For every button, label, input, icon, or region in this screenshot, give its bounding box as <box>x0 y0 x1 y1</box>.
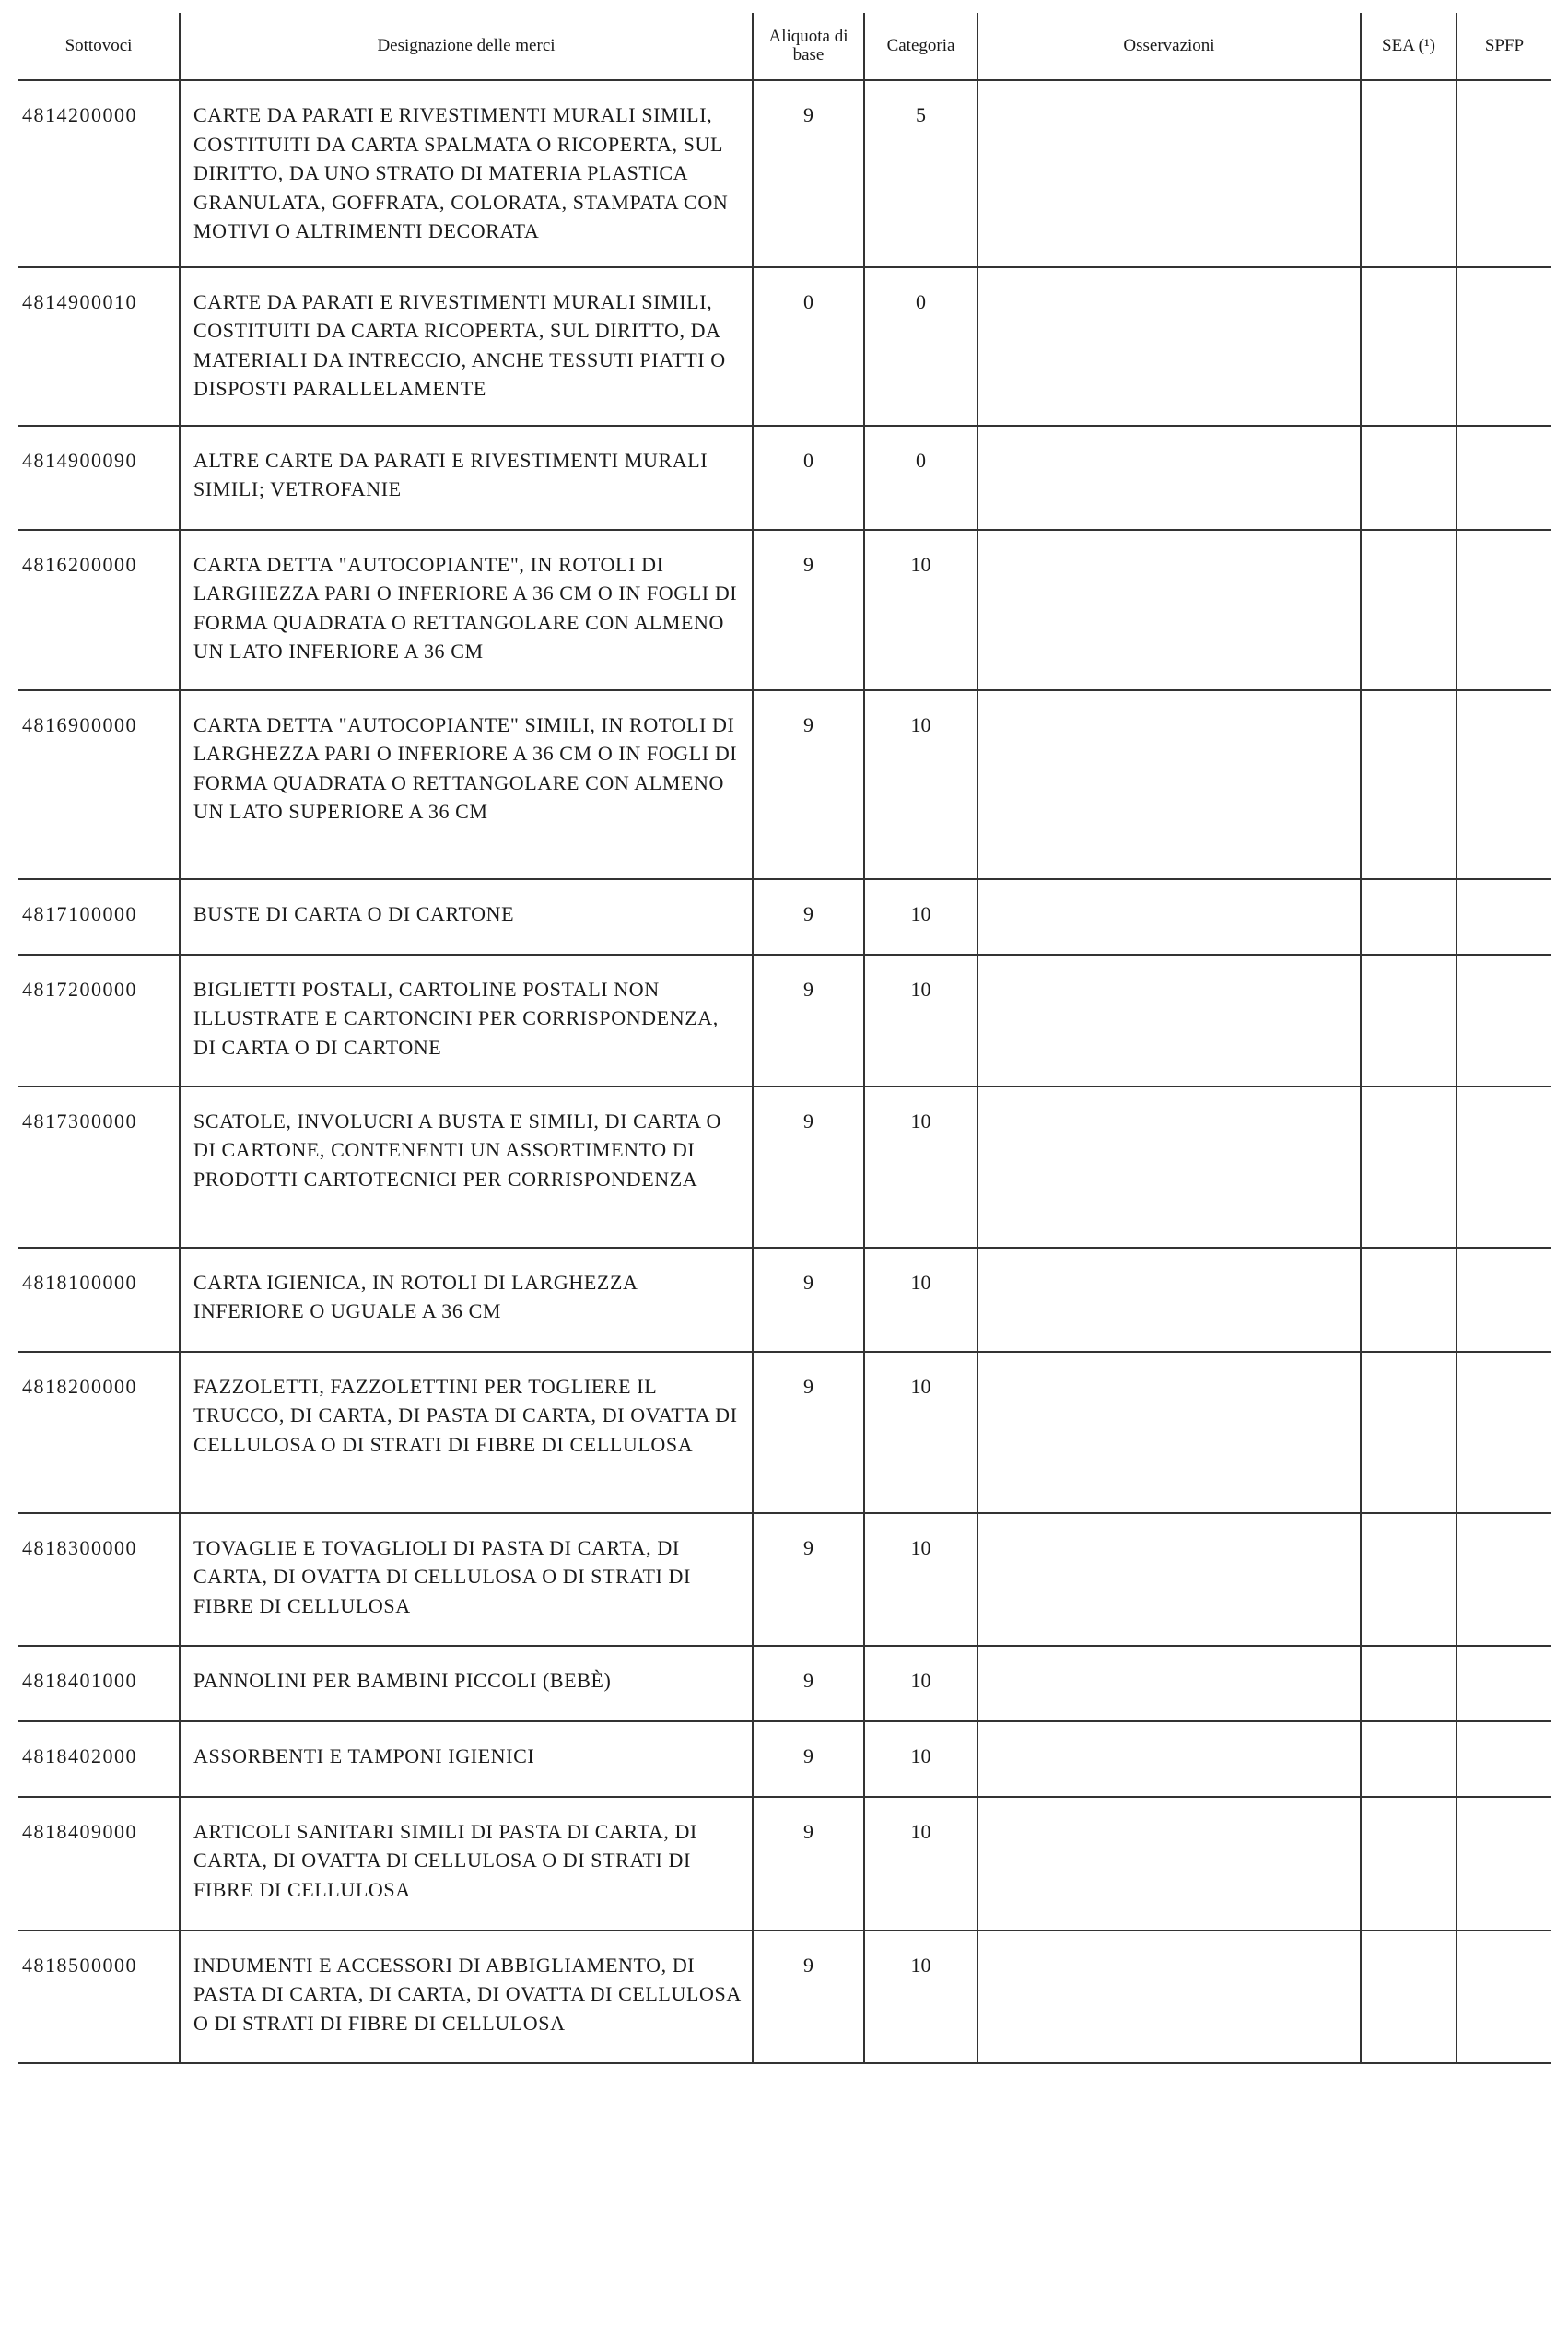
table-row <box>18 1513 1551 1646</box>
cell-observations <box>977 1646 1361 1721</box>
cell-rate: 9 <box>753 80 864 267</box>
cell-observations <box>977 1797 1361 1931</box>
cell-spfp <box>1457 426 1551 530</box>
cell-observations <box>977 1513 1361 1646</box>
table-row <box>18 80 1551 267</box>
table-row <box>18 690 1551 879</box>
cell-code: 4818409000 <box>18 1797 180 1931</box>
cell-observations <box>977 1931 1361 2063</box>
cell-rate: 0 <box>753 426 864 530</box>
header-rate: Aliquota di base <box>753 13 864 80</box>
table-row <box>18 955 1551 1086</box>
cell-sea <box>1361 530 1457 690</box>
table-row <box>18 1646 1551 1721</box>
cell-spfp <box>1457 879 1551 955</box>
cell-code: 4817200000 <box>18 955 180 1086</box>
cell-sea <box>1361 690 1457 879</box>
cell-rate: 9 <box>753 1931 864 2063</box>
cell-code: 4818300000 <box>18 1513 180 1646</box>
header-spfp: SPFP <box>1457 13 1551 80</box>
cell-observations <box>977 1248 1361 1352</box>
cell-sea <box>1361 267 1457 426</box>
cell-description: CARTA DETTA "AUTOCOPIANTE", IN ROTOLI DI LARGHEZZA PARI O INFERIORE A 36 CM O IN FOGLI DI FORMA QUADRATA O RETTANGOLARE CON ALMENO UN LATO INFERIORE A 36 CM <box>180 530 753 690</box>
cell-spfp <box>1457 1646 1551 1721</box>
cell-description: CARTA DETTA "AUTOCOPIANTE" SIMILI, IN ROTOLI DI LARGHEZZA PARI O INFERIORE A 36 CM O IN FOGLI DI FORMA QUADRATA O RETTANGOLARE CON ALMENO UN LATO SUPERIORE A 36 CM <box>180 690 753 879</box>
cell-category: 10 <box>864 1797 977 1931</box>
cell-code: 4814900010 <box>18 267 180 426</box>
cell-rate: 0 <box>753 267 864 426</box>
cell-observations <box>977 80 1361 267</box>
cell-code: 4817100000 <box>18 879 180 955</box>
cell-category: 10 <box>864 1352 977 1513</box>
header-code: Sottovoci <box>18 13 180 80</box>
cell-spfp <box>1457 1931 1551 2063</box>
cell-description: CARTA IGIENICA, IN ROTOLI DI LARGHEZZA INFERIORE O UGUALE A 36 CM <box>180 1248 753 1352</box>
cell-code: 4818401000 <box>18 1646 180 1721</box>
cell-description: FAZZOLETTI, FAZZOLETTINI PER TOGLIERE IL TRUCCO, DI CARTA, DI PASTA DI CARTA, DI OVATTA DI CELLULOSA O DI STRATI DI FIBRE DI CELLULOSA <box>180 1352 753 1513</box>
cell-spfp <box>1457 1721 1551 1797</box>
cell-description: ALTRE CARTE DA PARATI E RIVESTIMENTI MURALI SIMILI; VETROFANIE <box>180 426 753 530</box>
cell-sea <box>1361 426 1457 530</box>
cell-rate: 9 <box>753 1721 864 1797</box>
header-category: Categoria <box>864 13 977 80</box>
cell-description: SCATOLE, INVOLUCRI A BUSTA E SIMILI, DI CARTA O DI CARTONE, CONTENENTI UN ASSORTIMENTO DI PRODOTTI CARTOTECNICI PER CORRISPONDENZA <box>180 1086 753 1248</box>
cell-category: 10 <box>864 1513 977 1646</box>
cell-spfp <box>1457 1248 1551 1352</box>
table-row <box>18 1352 1551 1513</box>
cell-category: 10 <box>864 955 977 1086</box>
cell-sea <box>1361 1721 1457 1797</box>
header-row <box>18 13 1551 80</box>
cell-spfp <box>1457 1797 1551 1931</box>
table-row <box>18 879 1551 955</box>
cell-sea <box>1361 879 1457 955</box>
cell-code: 4818402000 <box>18 1721 180 1797</box>
cell-observations <box>977 879 1361 955</box>
cell-spfp <box>1457 1352 1551 1513</box>
cell-observations <box>977 1086 1361 1248</box>
cell-rate: 9 <box>753 879 864 955</box>
cell-code: 4814200000 <box>18 80 180 267</box>
cell-description: BUSTE DI CARTA O DI CARTONE <box>180 879 753 955</box>
cell-code: 4816900000 <box>18 690 180 879</box>
cell-description: ASSORBENTI E TAMPONI IGIENICI <box>180 1721 753 1797</box>
cell-code: 4818500000 <box>18 1931 180 2063</box>
cell-rate: 9 <box>753 1352 864 1513</box>
cell-sea <box>1361 1797 1457 1931</box>
cell-observations <box>977 267 1361 426</box>
cell-description: INDUMENTI E ACCESSORI DI ABBIGLIAMENTO, DI PASTA DI CARTA, DI CARTA, DI OVATTA DI CELLULOSA O DI STRATI DI FIBRE DI CELLULOSA <box>180 1931 753 2063</box>
cell-description: CARTE DA PARATI E RIVESTIMENTI MURALI SIMILI, COSTITUITI DA CARTA SPALMATA O RICOPERTA, SUL DIRITTO, DA UNO STRATO DI MATERIA PLASTICA GRANULATA, GOFFRATA, COLORATA, STAMPATA CON MOTIVI O ALTRIMENTI DECORATA <box>180 80 753 267</box>
cell-rate: 9 <box>753 530 864 690</box>
cell-code: 4818200000 <box>18 1352 180 1513</box>
cell-description: TOVAGLIE E TOVAGLIOLI DI PASTA DI CARTA, DI CARTA, DI OVATTA DI CELLULOSA O DI STRATI DI FIBRE DI CELLULOSA <box>180 1513 753 1646</box>
cell-observations <box>977 955 1361 1086</box>
table-row <box>18 530 1551 690</box>
cell-sea <box>1361 1646 1457 1721</box>
cell-category: 5 <box>864 80 977 267</box>
table-row <box>18 1248 1551 1352</box>
cell-spfp <box>1457 690 1551 879</box>
cell-sea <box>1361 80 1457 267</box>
cell-description: ARTICOLI SANITARI SIMILI DI PASTA DI CARTA, DI CARTA, DI OVATTA DI CELLULOSA O DI STRATI DI FIBRE DI CELLULOSA <box>180 1797 753 1931</box>
cell-code: 4814900090 <box>18 426 180 530</box>
cell-code: 4816200000 <box>18 530 180 690</box>
header-description: Designazione delle merci <box>180 13 753 80</box>
cell-spfp <box>1457 1513 1551 1646</box>
cell-sea <box>1361 1931 1457 2063</box>
cell-observations <box>977 1721 1361 1797</box>
cell-category: 0 <box>864 267 977 426</box>
cell-category: 10 <box>864 690 977 879</box>
cell-observations <box>977 690 1361 879</box>
cell-category: 0 <box>864 426 977 530</box>
table-row <box>18 426 1551 530</box>
cell-observations <box>977 530 1361 690</box>
cell-spfp <box>1457 80 1551 267</box>
cell-spfp <box>1457 267 1551 426</box>
cell-sea <box>1361 1248 1457 1352</box>
cell-category: 10 <box>864 1646 977 1721</box>
table-body <box>18 80 1551 2063</box>
cell-description: CARTE DA PARATI E RIVESTIMENTI MURALI SIMILI, COSTITUITI DA CARTA RICOPERTA, SUL DIRITTO, DA MATERIALI DA INTRECCIO, ANCHE TESSUTI PIATTI O DISPOSTI PARALLELAMENTE <box>180 267 753 426</box>
cell-category: 10 <box>864 1086 977 1248</box>
cell-rate: 9 <box>753 1248 864 1352</box>
table-row <box>18 1931 1551 2063</box>
cell-rate: 9 <box>753 1646 864 1721</box>
cell-sea <box>1361 955 1457 1086</box>
cell-category: 10 <box>864 530 977 690</box>
table-row <box>18 267 1551 426</box>
table-row <box>18 1086 1551 1248</box>
cell-description: PANNOLINI PER BAMBINI PICCOLI (BEBÈ) <box>180 1646 753 1721</box>
cell-spfp <box>1457 955 1551 1086</box>
cell-spfp <box>1457 530 1551 690</box>
header-observations: Osservazioni <box>977 13 1361 80</box>
cell-code: 4817300000 <box>18 1086 180 1248</box>
cell-spfp <box>1457 1086 1551 1248</box>
cell-rate: 9 <box>753 1797 864 1931</box>
cell-sea <box>1361 1352 1457 1513</box>
cell-category: 10 <box>864 1721 977 1797</box>
cell-sea <box>1361 1513 1457 1646</box>
cell-rate: 9 <box>753 955 864 1086</box>
table-row <box>18 1721 1551 1797</box>
cell-rate: 9 <box>753 690 864 879</box>
cell-observations <box>977 1352 1361 1513</box>
cell-category: 10 <box>864 879 977 955</box>
tariff-document <box>18 13 1551 2064</box>
header-sea: SEA (¹) <box>1361 13 1457 80</box>
cell-rate: 9 <box>753 1513 864 1646</box>
cell-category: 10 <box>864 1931 977 2063</box>
tariff-table <box>18 13 1551 2064</box>
table-row <box>18 1797 1551 1931</box>
cell-sea <box>1361 1086 1457 1248</box>
cell-code: 4818100000 <box>18 1248 180 1352</box>
cell-description: BIGLIETTI POSTALI, CARTOLINE POSTALI NON ILLUSTRATE E CARTONCINI PER CORRISPONDENZA, DI CARTA O DI CARTONE <box>180 955 753 1086</box>
cell-rate: 9 <box>753 1086 864 1248</box>
cell-category: 10 <box>864 1248 977 1352</box>
cell-observations <box>977 426 1361 530</box>
